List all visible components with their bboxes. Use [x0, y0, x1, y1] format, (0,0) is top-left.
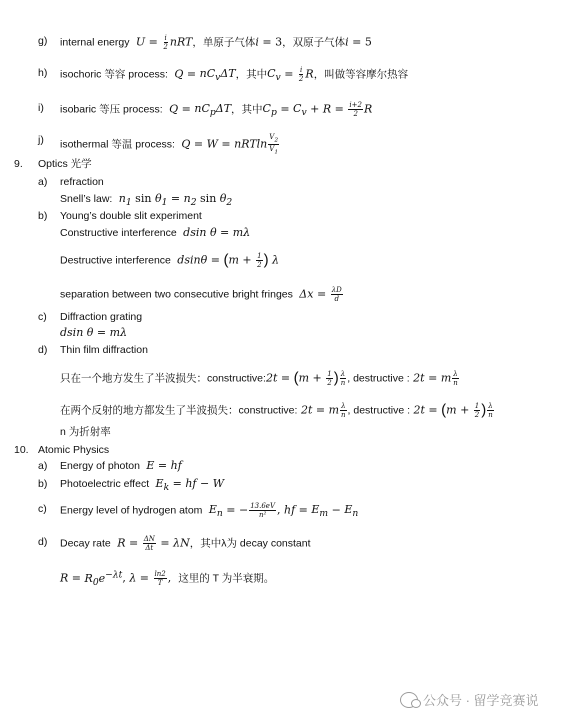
item-label-j: j) [38, 134, 44, 146]
watermark [400, 690, 539, 709]
photoelectric-line: Photoelectric effect $E_k$ = hf − W [60, 477, 225, 494]
isochoric-line: isochoric 等容 process: $Q = nC_v\Delta T$，其中$C_v$ = $\frac{i}{2}$ R，叫做等容摩尔热容 [60, 66, 409, 84]
internal-energy-line: internal energy U = $\frac{i}{2}$ nRT，单原子气体i = 3，双原子气体i = 5 [60, 34, 372, 51]
section-title-optics: Optics 光学 [38, 158, 92, 170]
fringe-separation-line: separation between two consecutive bright fringes Δx = $\frac{\lambda D}{d}$ [60, 286, 342, 303]
section-title-atomic: Atomic Physics [38, 444, 110, 456]
refractive-index-note: n 为折射率 [60, 426, 111, 438]
constructive-line: Constructive interference dsin θ = mλ [60, 226, 251, 239]
atomic-label-c: c) [38, 503, 47, 515]
thin-film-line-1: 只在一个地方发生了半波损失：constructive:2t = (m + $\frac{1}{2}$ ) $\frac{\lambda}{n}$ , destructive : 2t = m $\frac{\lambda}{n}$ [60, 369, 458, 387]
photon-energy-line: Energy of photon E = hf [60, 459, 182, 472]
optics-label-d: d) [38, 344, 48, 356]
atomic-label-d: d) [38, 536, 48, 548]
section-number-optics: 9. [14, 158, 23, 170]
hydrogen-energy-line: Energy level of hydrogen atom $E_n$ = − $\frac{13.6eV}{\text{n²}}$ , hf = $E_m - E_n$ [60, 502, 359, 520]
half-life-line: $R = R_0e^{-\lambda t}$, λ = $\frac{\ln 2}{T}$ , 这里的 T 为半衰期。 [60, 569, 275, 588]
destructive-line: Destructive interference dsinθ = (m + $\frac{1}{2}$ ) λ [60, 251, 280, 269]
isothermal-line: isothermal 等温 process: Q = W = nRTln $\frac{V_2}{V_1}$ [60, 133, 279, 156]
optics-label-b: b) [38, 210, 48, 222]
diffraction-grating-title: Diffraction grating [60, 311, 143, 323]
grating-equation: dsin θ = mλ [60, 326, 128, 339]
item-label-h: h) [38, 67, 48, 79]
section-number-atomic: 10. [14, 444, 29, 456]
atomic-label-b: b) [38, 478, 48, 490]
optics-label-c: c) [38, 311, 47, 323]
item-label-i: i) [38, 102, 44, 114]
isobaric-line: isobaric 等压 process: $Q = nC_p\Delta T$，其中$C_p = C_v + R$ = $\frac{i+2}{2}$ R [60, 101, 373, 119]
thin-film-line-2: 在两个反射的地方都发生了半波损失：constructive: 2t = m $\frac{\lambda}{n}$ , destructive : 2t = (m + $\frac{1}{2}$ ) $\frac{\lambda}{n}$ [60, 401, 493, 419]
snells-law-line: Snell’s law: $n_1$ $\sin \theta_1 = n_2$ $\sin \theta_2$ [60, 192, 233, 209]
internal-energy-text: internal energy [60, 36, 130, 49]
watermark-text: 公众号 · 留学竞赛说 [423, 693, 539, 708]
thin-film-title: Thin film diffraction [60, 344, 148, 356]
double-slit-title: Young’s double slit experiment [60, 210, 202, 222]
decay-rate-line: Decay rate R = $\frac{\Delta N}{\Delta t}$ = λN，其中λ为 decay constant [60, 535, 311, 552]
wechat-icon [400, 692, 418, 708]
atomic-label-a: a) [38, 460, 48, 472]
refraction-title: refraction [60, 176, 104, 188]
optics-label-a: a) [38, 176, 48, 188]
item-label-g: g) [38, 35, 48, 47]
